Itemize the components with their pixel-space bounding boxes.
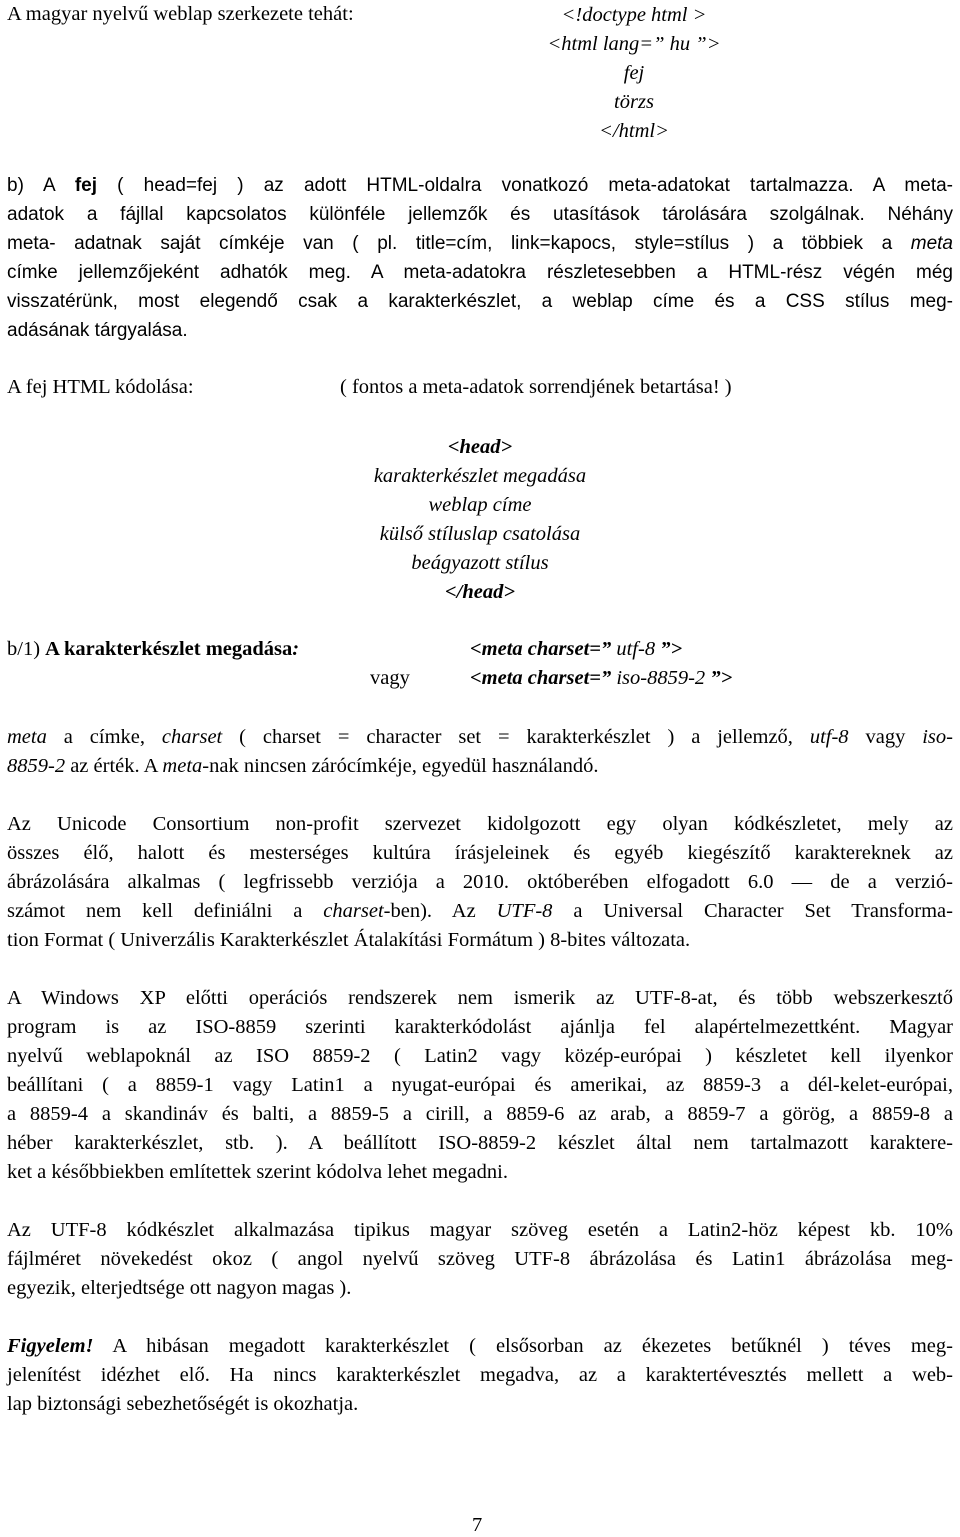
unicode-line-4: számot nem kell definiálni a charset-ben). Az UTF-8 a Universal Character Set Transforma- xyxy=(7,900,953,922)
html-close-line: </html> xyxy=(599,120,669,142)
head-open-tag: <head> xyxy=(447,436,513,458)
intro-line-1: b) A fej ( head=fej ) az adott HTML-oldalra vonatkozó meta-adatokat tartalmazza. A meta- xyxy=(7,175,954,196)
utf8-line-1: Az UTF-8 kódkészlet alkalmazása tipikus magyar szöveg esetén a Latin2-höz képest kb. 10% xyxy=(7,1219,953,1241)
coding-note: ( fontos a meta-adatok sorrendjének betartása! ) xyxy=(340,376,732,398)
intro-line-2: adatok a fájllal kapcsolatos különféle jellemzők és utasítások tárolására szolgálnak. Néhány xyxy=(7,204,953,225)
head-item-charset: karakterkészlet megadása xyxy=(373,465,587,487)
intro-line-5: visszatérünk, most elegendő csak a karakterkészlet, a weblap címe és a CSS stílus meg- xyxy=(7,291,953,312)
coding-label: A fej HTML kódolása: xyxy=(7,376,194,398)
section-b1-heading: b/1) A karakterkészlet megadása: xyxy=(7,638,300,660)
unicode-line-3: ábrázolására alkalmas ( legfrissebb verziója a 2010. októberében elfogadott 6.0 — de a verzió- xyxy=(7,871,953,893)
utf8-line-3: egyezik, elterjedtsége ott nagyon magas ). xyxy=(7,1277,352,1299)
or-label: vagy xyxy=(370,667,410,689)
windows-line-3: nyelvű weblapoknál az ISO 8859-2 ( Latin2 vagy közép-európai ) készletet kell ilyenkor xyxy=(7,1045,953,1067)
windows-line-7: ket a későbbiekben említettek szerint kódolva lehet megadni. xyxy=(7,1161,508,1183)
doctype-line: <!doctype html > xyxy=(561,4,707,26)
page-number: 7 xyxy=(472,1514,483,1536)
head-item-title: weblap címe xyxy=(428,494,532,516)
warning-line-1: Figyelem! A hibásan megadott karakterkészlet ( elsősorban az ékezetes betűknél ) téves meg- xyxy=(7,1335,953,1357)
windows-line-4: beállítani ( a 8859-1 vagy Latin1 a nyugat-európai és amerikai, az 8859-3 a dél-kelet-európai, xyxy=(7,1074,953,1096)
head-item-stylesheet: külső stíluslap csatolása xyxy=(379,523,581,545)
head-close-tag: </head> xyxy=(444,581,516,603)
warning-line-3: lap biztonsági sebezhetőségét is okozhatja. xyxy=(7,1393,359,1415)
unicode-line-5: tion Format ( Univerzális Karakterkészlet Átalakítási Formátum ) 8-bites változata. xyxy=(7,929,691,951)
windows-line-1: A Windows XP előtti operációs rendszerek nem ismerik az UTF-8-at, és több webszerkesztő xyxy=(7,987,953,1009)
structure-label: A magyar nyelvű weblap szerkezete tehát: xyxy=(7,3,354,25)
unicode-line-2: összes élő, halott és mesterséges kultúra írásjeleinek és egyéb kiegészítő karaktereknek az xyxy=(7,842,953,864)
body-line: törzs xyxy=(614,91,654,113)
windows-line-5: a 8859-4 a skandináv és balti, a 8859-5 a cirill, a 8859-6 az arab, a 8859-7 a görög, a 8859-8 a xyxy=(7,1103,953,1125)
html-open-line: <html lang=” hu ”> xyxy=(547,33,721,55)
head-item-style: beágyazott stílus xyxy=(411,552,549,574)
intro-line-4: címke jellemzőjeként adhatók meg. A meta-adatokra részletesebben a HTML-rész végén még xyxy=(7,262,953,283)
meta-line-2: 8859-2 az érték. A meta-nak nincsen zárócímkéje, egyedül használandó. xyxy=(7,755,599,777)
utf8-line-2: fájlméret növekedést okoz ( angol nyelvű szöveg UTF-8 ábrázolása és Latin1 ábrázolása meg- xyxy=(7,1248,953,1270)
unicode-line-1: Az Unicode Consortium non-profit szervezet kidolgozott egy olyan kódkészletet, mely az xyxy=(7,813,953,835)
windows-line-2: program is az ISO-8859 szerinti karakterkódolást ajánlja fel alapértelmezettként. Magyar xyxy=(7,1016,953,1038)
warning-line-2: jelenítést idézhet elő. Ha nincs karakterkészlet megadva, az a karaktertévesztés mellett a web- xyxy=(7,1364,953,1386)
head-line: fej xyxy=(623,62,645,84)
charset-iso-code: <meta charset=” iso-8859-2 ”> xyxy=(470,667,733,689)
windows-line-6: héber karakterkészlet, stb. ). A beállított ISO-8859-2 készlet által nem tartalmazott karaktere- xyxy=(7,1132,953,1154)
intro-line-3: meta- adatnak saját címkéje van ( pl. title=cím, link=kapocs, style=stílus ) a többiek a meta xyxy=(7,233,953,254)
intro-line-6: adásának tárgyalása. xyxy=(7,320,188,341)
charset-utf8-code: <meta charset=” utf-8 ”> xyxy=(470,638,683,660)
meta-line-1: meta a címke, charset ( charset = character set = karakterkészlet ) a jellemző, utf-8 vagy iso- xyxy=(7,726,953,748)
